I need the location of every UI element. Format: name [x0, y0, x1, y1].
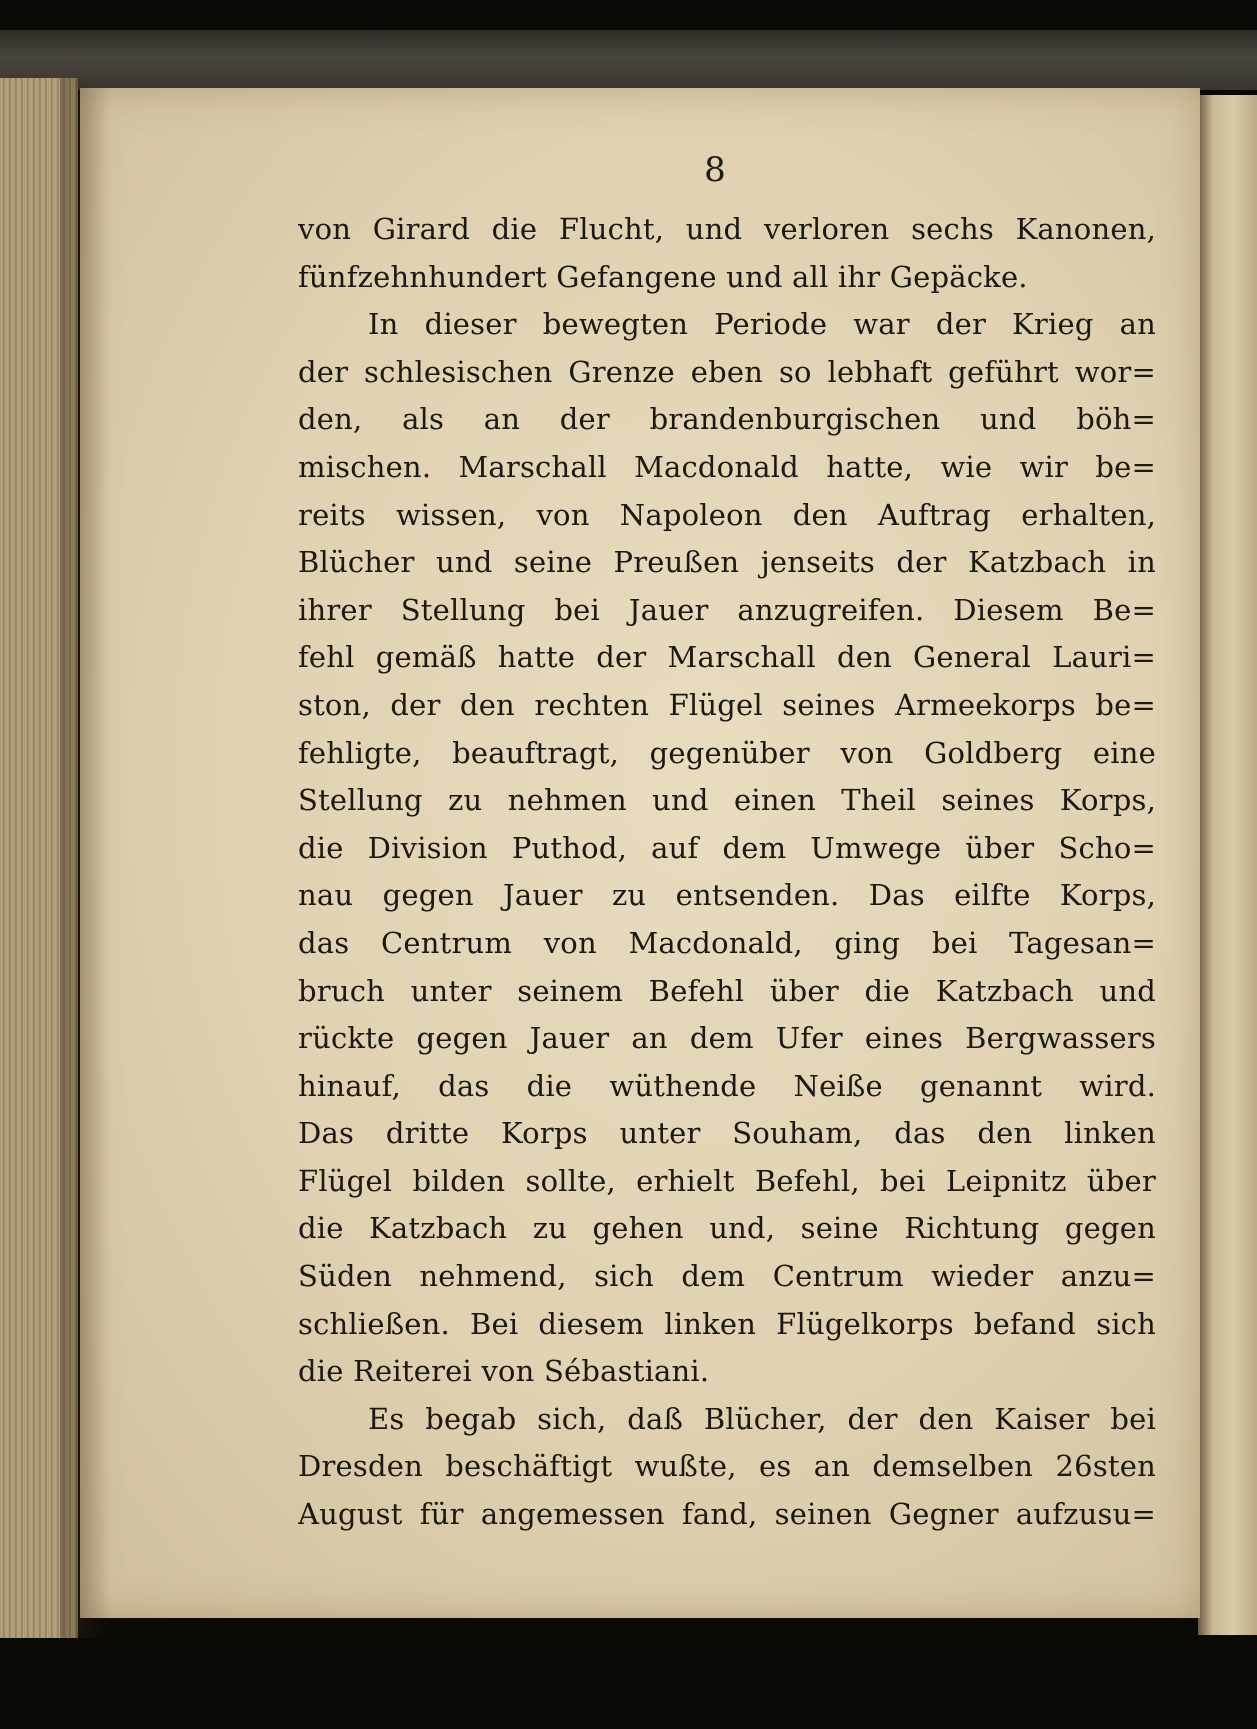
text-line: von Girard die Flucht, und verloren sechs Kanonen,	[298, 212, 1156, 246]
text-line: die Division Puthod, auf dem Umwege über Scho=	[298, 830, 1156, 865]
text-line: die Katzbach zu gehen und, seine Richtung gegen	[298, 1211, 1156, 1246]
page-stack-edges	[0, 78, 78, 1638]
text-line: Süden nehmend, sich dem Centrum wieder anzu=	[298, 1259, 1156, 1294]
text-line: ston, der den rechten Flügel seines Armeekorps be=	[298, 687, 1156, 722]
text-line: Dresden beschäftigt wußte, es an demselben 26sten	[298, 1449, 1156, 1484]
text-line: das Centrum von Macdonald, ging bei Tagesan=	[298, 925, 1156, 960]
text-line: rückte gegen Jauer an dem Ufer eines Bergwassers	[298, 1021, 1156, 1056]
text-line: Blücher und seine Preußen jenseits der Katzbach in	[298, 545, 1156, 580]
text-line: nau gegen Jauer zu entsenden. Das eilfte Korps,	[298, 878, 1156, 913]
text-line: die Reiterei von Sébastiani.	[298, 1354, 710, 1389]
facing-page-strip	[1198, 95, 1257, 1635]
text-line: mischen. Marschall Macdonald hatte, wie wir be=	[298, 449, 1156, 484]
text-line: Flügel bilden sollte, erhielt Befehl, bei Leipnitz über	[298, 1163, 1156, 1198]
text-line: August für angemessen fand, seinen Gegner aufzusu=	[298, 1497, 1156, 1532]
text-line: schließen. Bei diesem linken Flügelkorps befand sich	[298, 1306, 1156, 1341]
page-text	[298, 206, 1156, 1539]
text-line: Das dritte Korps unter Souham, das den linken	[298, 1116, 1156, 1151]
text-line: In dieser bewegten Periode war der Krieg an	[368, 307, 1156, 342]
text-line: ihrer Stellung bei Jauer anzugreifen. Diesem Be=	[298, 592, 1156, 627]
text-line: fehligte, beauftragt, gegenüber von Goldberg eine	[298, 735, 1156, 770]
text-line: reits wissen, von Napoleon den Auftrag erhalten,	[298, 497, 1156, 532]
text-line: den, als an der brandenburgischen und böh=	[298, 402, 1156, 437]
text-line: der schlesischen Grenze eben so lebhaft geführt wor=	[298, 354, 1156, 389]
text-line: bruch unter seinem Befehl über die Katzbach und	[298, 973, 1156, 1008]
text-line: fünfzehnhundert Gefangene und all ihr Gepäcke.	[298, 259, 1028, 294]
page-number: 8	[704, 150, 726, 190]
text-line: Stellung zu nehmen und einen Theil seines Korps,	[298, 783, 1156, 818]
text-line: hinauf, das die wüthende Neiße genannt wird.	[298, 1068, 1156, 1103]
text-line: fehl gemäß hatte der Marschall den General Lauri=	[298, 640, 1156, 675]
text-line: Es begab sich, daß Blücher, der den Kaiser bei	[368, 1401, 1156, 1436]
book-cover-edge	[0, 30, 1257, 90]
